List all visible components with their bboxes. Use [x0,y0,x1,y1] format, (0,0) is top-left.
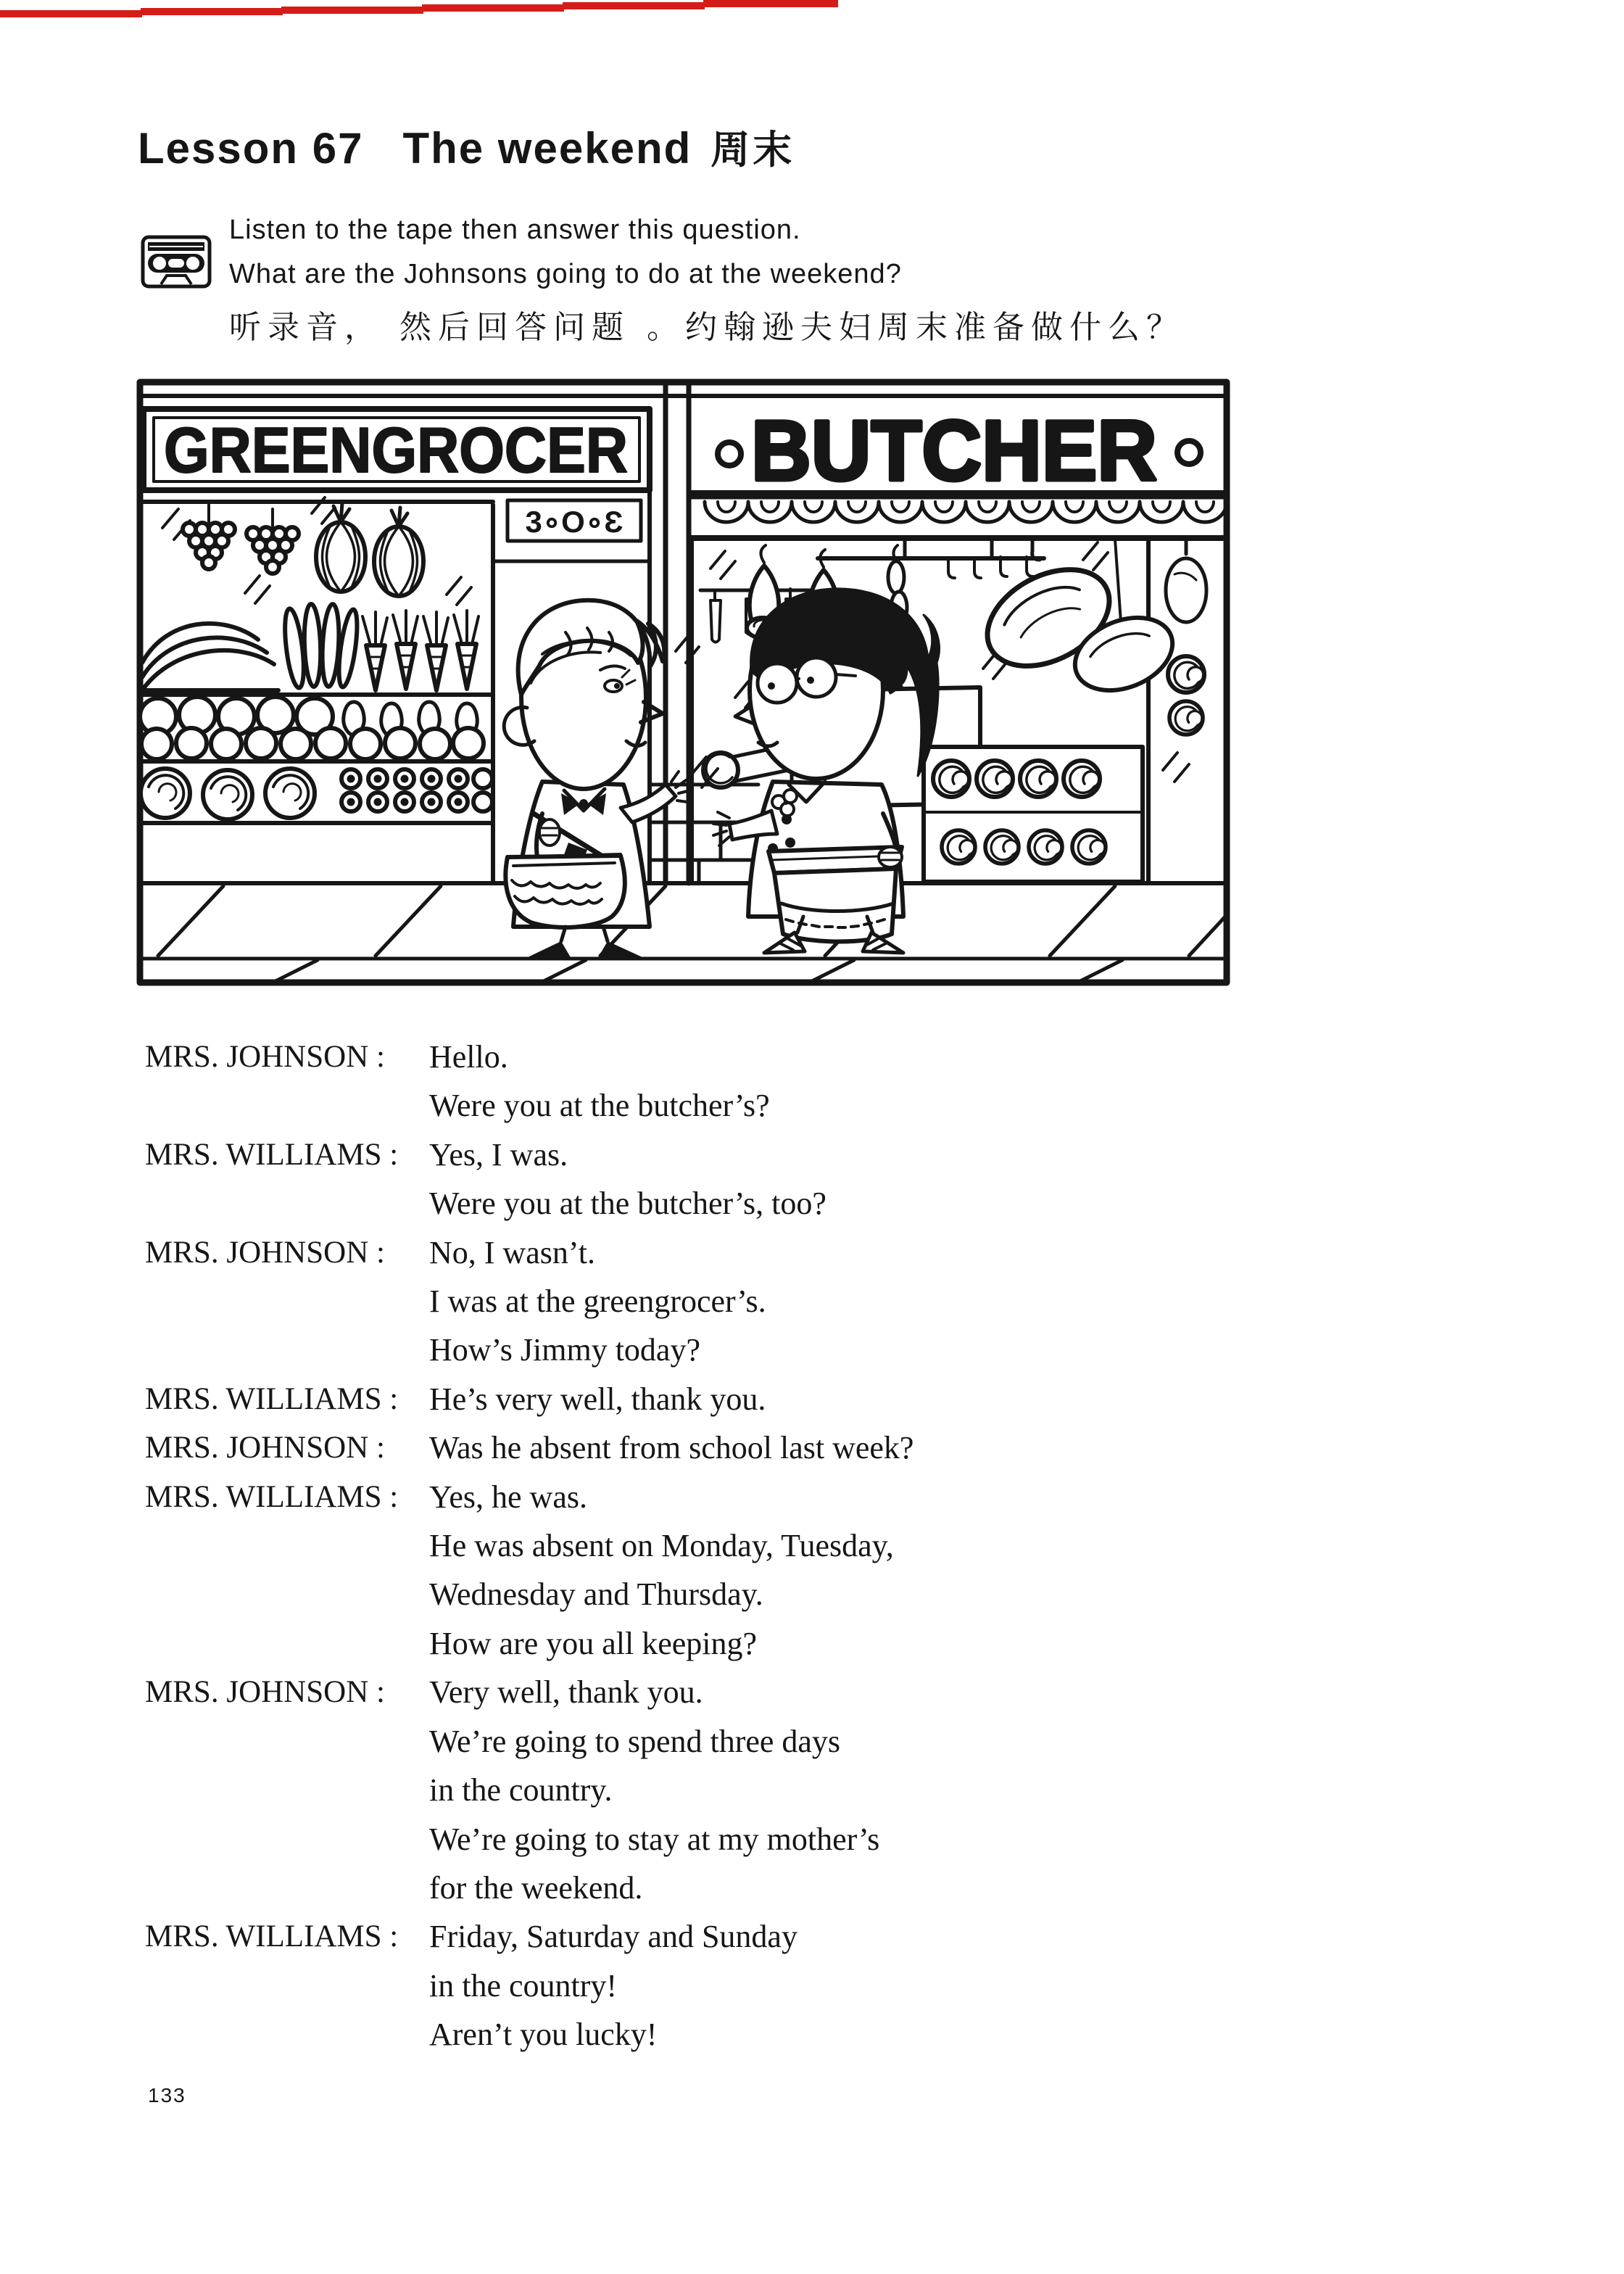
butcher-sign: BUTCHER [751,403,1157,499]
cassette-icon [141,235,212,289]
dialogue-speaker: MRS. JOHNSON : [145,1235,385,1270]
dialogue-row [145,1130,1218,1179]
dialogue-row [145,1326,1218,1374]
dialogue-speaker [145,1179,429,1228]
mrs-johnson-figure [504,600,690,959]
dialogue-speaker: MRS. JOHNSON : [145,1675,385,1710]
dialogue-line: Yes, he was. [429,1479,587,1515]
dialogue-line: Aren’t you lucky! [429,2017,658,2053]
dialogue-line: for the weekend. [429,1869,643,1906]
dialogue-line: He was absent on Monday, Tuesday, [429,1528,894,1564]
scan-mark-segment [703,0,838,7]
dialogue-row [145,1912,1218,1961]
dialogue-row [145,1570,1218,1618]
dialogue-row [145,1033,1218,1081]
lesson-number: Lesson 67 [138,124,364,173]
dialogue-row [145,1717,1218,1766]
dialogue-speaker [145,1619,429,1668]
scale-sign [493,500,650,561]
instruction-line-1: Listen to the tape then answer this question. [229,215,801,245]
dialogue-speaker [145,1081,429,1130]
sign-dot-right [1177,441,1201,464]
dialogue-speaker [145,1815,429,1864]
dialogue-row [145,1766,1218,1814]
dialogue-line: Friday, Saturday and Sunday [429,1919,798,1955]
dialogue-line: in the country! [429,1967,618,2004]
dialogue-line: No, I wasn’t. [429,1234,595,1270]
lesson-title-chinese: 周末 [710,128,795,172]
svg-text:3∘O∘Ɛ: 3∘O∘Ɛ [525,505,624,539]
dialogue-speaker: MRS. WILLIAMS : [145,1479,399,1514]
dialogue-speaker: MRS. JOHNSON : [145,1431,385,1465]
lesson-title-english: The weekend [402,124,692,173]
dialogue-speaker [145,1717,429,1766]
dialogue-row [145,1228,1218,1277]
dialogue-speaker [145,1864,429,1912]
dialogue-line: Wednesday and Thursday. [429,1576,763,1613]
dialogue-line: How’s Jimmy today? [429,1332,700,1368]
dialogue-line: in the country. [429,1772,613,1808]
scan-mark-segment [141,8,283,15]
shopping-basket [505,854,625,927]
dialogue-row [145,1961,1218,2010]
scan-mark-segment [422,4,564,12]
dialogue-line: Were you at the butcher’s, too? [429,1186,826,1222]
dialogue-line: He’s very well, thank you. [429,1381,766,1417]
greengrocer-sign: GREENGROCER [164,414,628,486]
dialogue-line: How are you all keeping? [429,1625,758,1661]
produce-display [139,503,493,823]
dialogue-line: We’re going to stay at my mother’s [429,1821,880,1857]
dialogue-speaker: MRS. WILLIAMS : [145,1137,399,1172]
page-title [138,119,795,175]
dialogue-speaker [145,1570,429,1618]
instruction-line-2: What are the Johnsons going to do at the weekend? [229,259,902,289]
dialogue-row [145,1179,1218,1228]
dialogue-line: I was at the greengrocer’s. [429,1283,766,1320]
dialogue-row [145,1815,1218,1864]
dialogue-row [145,1668,1218,1716]
street-scene-illustration [136,379,1230,986]
scan-mark-segment [0,10,142,17]
dialogue-line: We’re going to spend three days [429,1723,841,1759]
dialogue-speaker [145,1961,429,2010]
dialogue-speaker: MRS. WILLIAMS : [145,1381,399,1416]
page-number: 133 [148,2084,186,2106]
dialogue-speaker [145,2010,429,2059]
dialogue-row [145,2010,1218,2059]
dialogue-row [145,1423,1218,1472]
dialogue-speaker: MRS. JOHNSON : [145,1040,385,1074]
dialogue-line: Was he absent from school last week? [429,1430,914,1466]
dialogue-line: Very well, thank you. [429,1674,703,1711]
dialogue-row [145,1864,1218,1912]
dialogue-speaker [145,1326,429,1374]
dialogue-row [145,1619,1218,1668]
pavement [140,883,1227,982]
dialogue-line: Yes, I was. [429,1136,568,1173]
dialogue-row [145,1277,1218,1326]
dialogue-row [145,1473,1218,1521]
dialogue-line: Were you at the butcher’s? [429,1088,770,1124]
instruction-line-chinese: 听录音， 然后回答问题 。约翰逊夫妇周末准备做什么？ [229,309,1185,346]
sign-dot-left [718,442,741,466]
dialogue-speaker [145,1521,429,1570]
dialogue-row [145,1081,1218,1130]
scan-mark-segment [563,2,705,9]
butcher-awning [692,497,1227,538]
dialogue [145,1033,1218,2059]
dialogue-speaker: MRS. WILLIAMS : [145,1919,399,1954]
dialogue-row [145,1375,1218,1423]
scan-mark-segment [281,7,423,14]
dialogue-speaker [145,1766,429,1814]
dialogue-row [145,1521,1218,1570]
dialogue-speaker [145,1277,429,1326]
dialogue-line: Hello. [429,1039,508,1075]
